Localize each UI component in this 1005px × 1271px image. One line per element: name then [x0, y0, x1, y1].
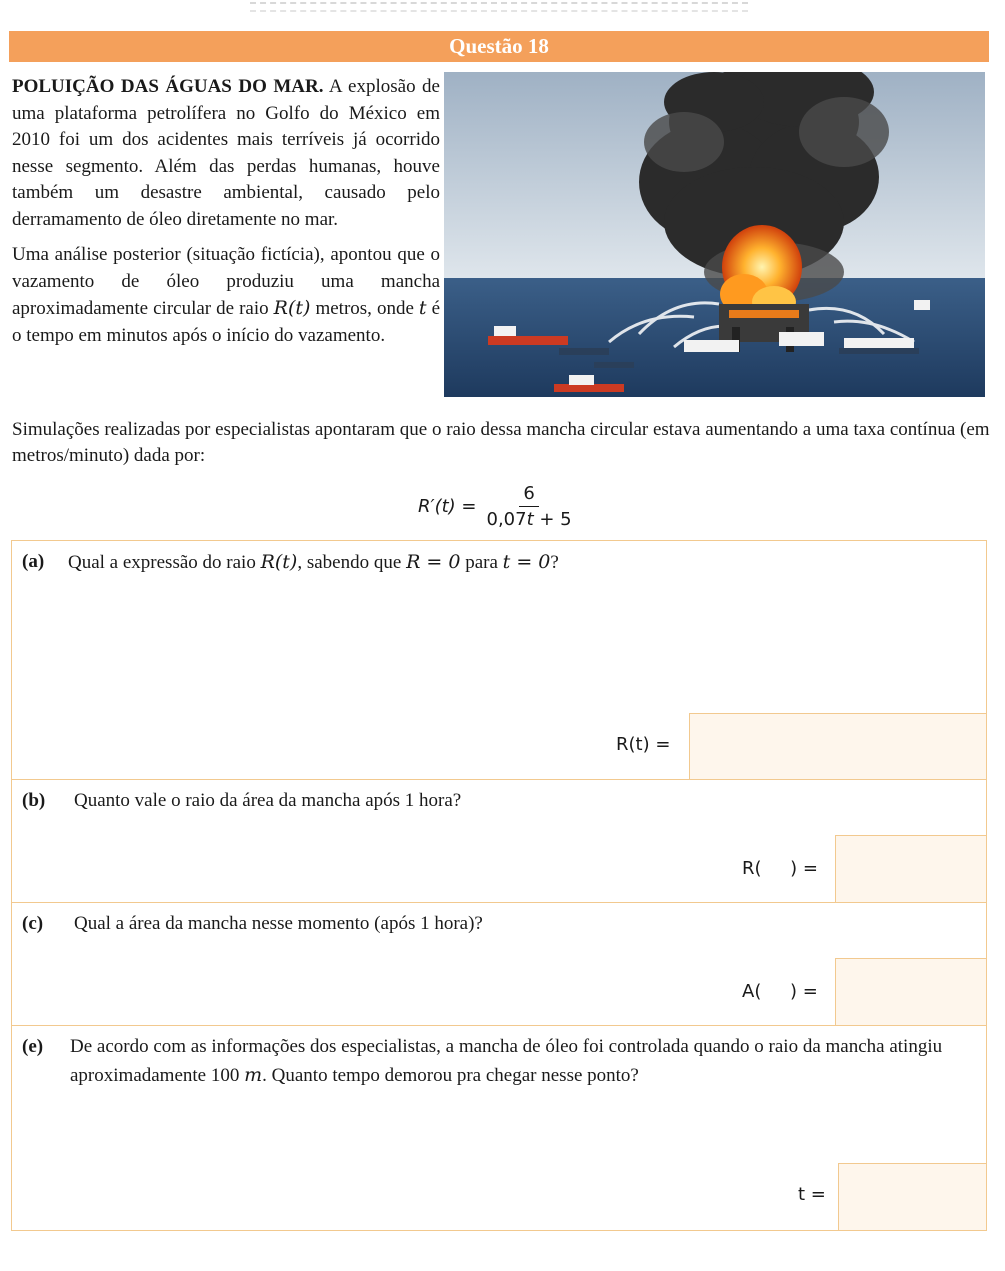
formula-den-t: t: [526, 508, 534, 530]
intro-p2-text-c: é o tempo em minutos após o início do vazamento.: [12, 298, 440, 346]
formula-lhs: R′(t) =: [418, 495, 477, 517]
top-dashed-rule: [250, 2, 748, 12]
simulation-text: [12, 417, 992, 469]
intro-paragraph-1: [12, 74, 440, 233]
answer-a-box[interactable]: [689, 713, 987, 780]
question-a-text: [68, 548, 559, 577]
formula-denominator: [483, 507, 576, 530]
answer-b-box[interactable]: [835, 835, 987, 903]
formula-den-coef: 0,07: [486, 508, 527, 530]
question-b-text: Quanto vale o raio da área da mancha após 1 hora?: [74, 790, 462, 811]
answer-b-label: R( ) =: [742, 858, 818, 879]
question-e-text-1: De acordo com as informações dos especialistas, a mancha de óleo foi controlada quando o raio da mancha atingiu aproximadamente 100: [70, 1036, 943, 1086]
question-b-label: (b): [22, 790, 46, 811]
question-a-rt: R(t): [260, 551, 298, 573]
question-e-text-2: . Quanto tempo demorou pra chegar nesse ponto?: [262, 1065, 639, 1086]
intro-p2-text-b: metros, onde: [310, 298, 419, 319]
answer-e-box[interactable]: [838, 1163, 987, 1231]
question-c-text: Qual a área da mancha nesse momento (após 1 hora)?: [74, 913, 483, 934]
question-c-label: (c): [22, 913, 44, 934]
intro-p1-text: A explosão de uma plataforma petrolífera no Golfo do México em 2010 foi um dos acidentes mais terríveis já ocorrido nesse segmento. Além das perdas humanas, houve também um desastre ambiental, causado pelo derramamento de óleo diretamente no mar.: [12, 76, 440, 230]
formula-numerator: 6: [519, 483, 538, 507]
question-a-t0: t = 0: [502, 551, 551, 573]
question-b-box: [11, 779, 987, 903]
intro-p2-text-a: Uma análise posterior (situação fictícia), apontou que o vazamento de óleo produziu uma mancha aproximadamente circular de raio: [12, 244, 440, 319]
question-a-r0: R = 0: [406, 551, 461, 573]
question-e-text: [70, 1033, 980, 1090]
intro-lead: POLUIÇÃO DAS ÁGUAS DO MAR.: [12, 76, 324, 97]
question-a-text-4: ?: [550, 552, 559, 573]
intro-text: [12, 74, 440, 349]
answer-e-label: t =: [798, 1184, 826, 1205]
question-a-text-2: , sabendo que: [297, 552, 407, 573]
question-a-text-1: Qual a expressão do raio: [68, 552, 261, 573]
answer-c-box[interactable]: [835, 958, 987, 1026]
simulation-paragraph: Simulações realizadas por especialistas apontaram que o raio dessa mancha circular estava aumentando a uma taxa contínua (em metros/minuto) dada por:: [12, 419, 990, 466]
answer-c-label: A( ) =: [742, 981, 818, 1002]
oil-platform-explosion-photo: [444, 72, 985, 397]
rate-formula: [418, 478, 576, 534]
answer-a-label: R(t) =: [616, 734, 671, 755]
question-a-text-3: para: [460, 552, 503, 573]
intro-p2-t: t: [418, 297, 427, 319]
question-a-box: [11, 540, 987, 780]
question-e-label: (e): [22, 1036, 44, 1057]
intro-paragraph-2: [12, 242, 440, 349]
question-a-label: (a): [22, 551, 45, 572]
formula-fraction: [483, 483, 576, 530]
question-header: Questão 18: [9, 31, 989, 62]
question-e-unit: m: [244, 1064, 263, 1086]
intro-p2-rt: R(t): [273, 297, 311, 319]
question-e-box: [11, 1025, 987, 1231]
question-c-box: [11, 902, 987, 1026]
formula-den-const: + 5: [533, 508, 572, 530]
